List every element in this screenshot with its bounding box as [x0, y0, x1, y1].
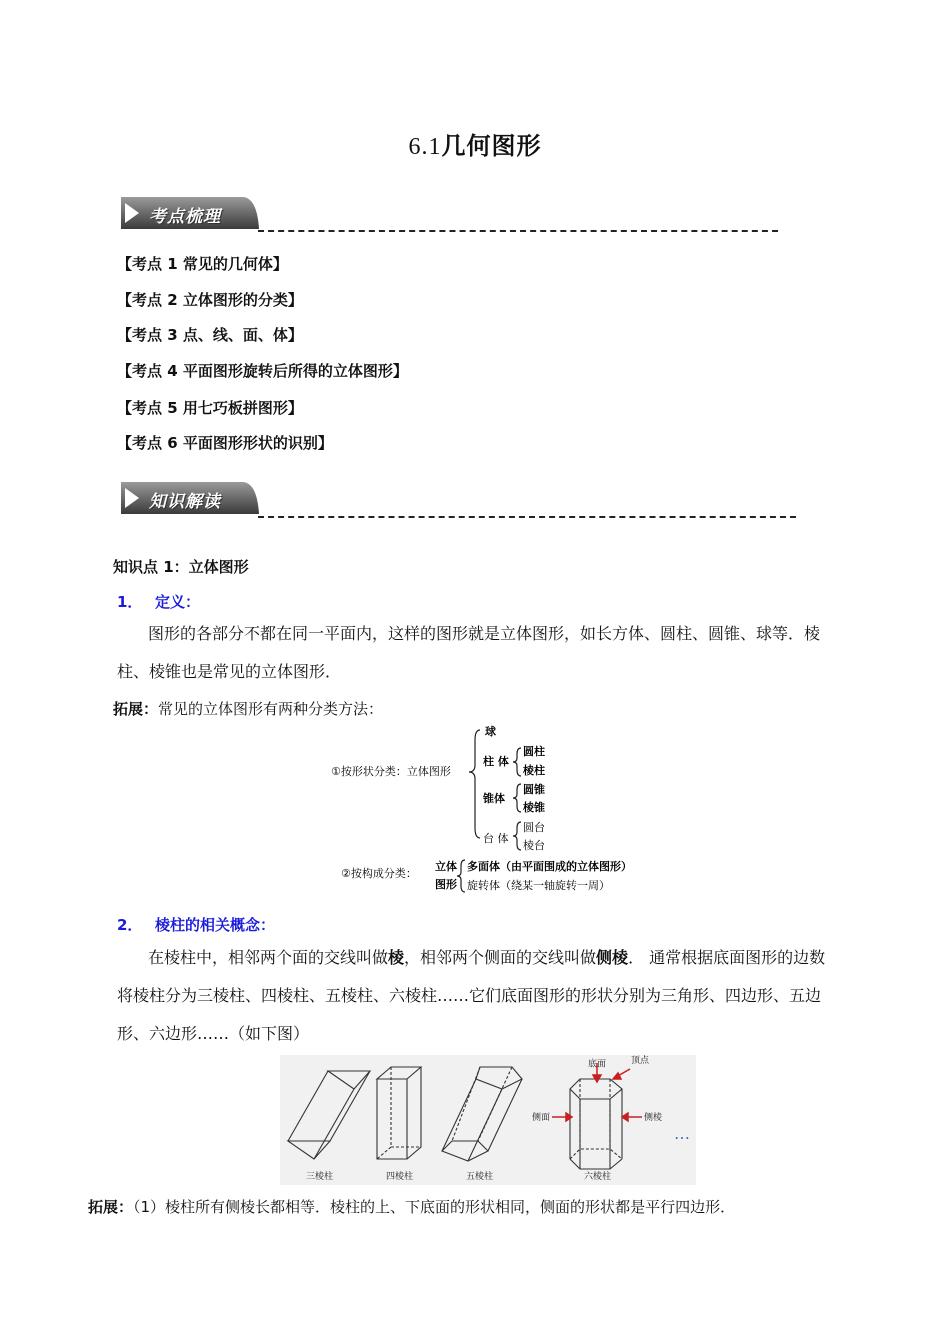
lengtai-label: 棱台 — [523, 839, 545, 852]
ball-label: 球 — [485, 725, 496, 738]
knowledge-heading: 知识点 1：立体图形 — [113, 558, 249, 576]
kaodian-item-5: 【考点 5 用七巧板拼图形】 — [117, 399, 303, 417]
label-cemian: 侧面 — [532, 1113, 551, 1123]
extension2-line — [88, 1196, 735, 1217]
concept-text-c: ，相邻两个侧面的交线叫做 — [404, 948, 597, 967]
concept-line-1 — [148, 939, 825, 977]
definition-line-1: 图形的各部分不都在同一平面内，这样的图形就是立体图形，如长方体、圆柱、圆锥、球等．棱 — [148, 624, 821, 643]
kaodian-item-2: 【考点 2 立体图形的分类】 — [117, 291, 303, 309]
extension-label: 拓展： — [113, 700, 159, 718]
main-brace — [469, 730, 480, 838]
classification-diagram — [325, 720, 665, 900]
zhuiti-label: 锥体 — [483, 792, 505, 805]
title-text: 几何图形 — [441, 132, 542, 160]
kaodian-item-1: 【考点 1 常见的几何体】 — [117, 255, 288, 273]
zhuti-brace — [513, 748, 521, 776]
definition-line-2: 柱、棱锥也是常见的立体图形． — [117, 662, 342, 681]
extension2-text: （1）棱柱所有侧棱长都相等．棱柱的上、下底面的形状相同，侧面的形状都是平行四边形． — [133, 1198, 736, 1216]
xuanzhuanti-label: 旋转体（绕某一轴旋转一周） — [467, 879, 610, 892]
definition-title: 定义： — [155, 593, 201, 611]
label-dingdian: 顶点 — [631, 1056, 650, 1066]
liti-label: 立体 — [435, 860, 457, 873]
tuxing-label: 图形 — [435, 878, 457, 891]
kaodian-item-4: 【考点 4 平面图形旋转后所得的立体图形】 — [117, 362, 408, 380]
concept-title: 棱柱的相关概念： — [155, 916, 276, 934]
taiti-brace — [513, 822, 521, 850]
yuanzhu-label: 圆柱 — [523, 745, 545, 758]
taiti-label: 台 体 — [483, 832, 509, 845]
label-dimian: 底面 — [588, 1059, 607, 1070]
term-celeng: 侧棱 — [596, 948, 629, 967]
banner-label: 知识解读 — [149, 492, 221, 512]
concept-number: 2． — [117, 916, 143, 934]
duomianti-label: 多面体（由平面围成的立体图形） — [467, 860, 632, 873]
section-banner-knowledge — [117, 478, 262, 518]
yuanzhui-label: 圆锥 — [523, 783, 545, 796]
title-number: 6.1 — [408, 134, 442, 160]
zhuiti-brace — [513, 784, 521, 812]
prism-figure — [280, 1055, 696, 1185]
concept-text-a: 在棱柱中，相邻两个面的交线叫做 — [148, 948, 389, 967]
banner-divider — [258, 516, 796, 518]
extension-line — [113, 698, 383, 719]
concept-line-3: 形、六边形……（如下图） — [117, 1024, 310, 1043]
label-celeng: 侧棱 — [644, 1113, 663, 1123]
method1-label: ①按形状分类：立体图形 — [331, 765, 451, 778]
concept-line-2: 将棱柱分为三棱柱、四棱柱、五棱柱、六棱柱……它们底面图形的形状分别为三角形、四边形、五边 — [117, 986, 822, 1005]
banner-label: 考点梳理 — [149, 207, 221, 227]
kaodian-item-6: 【考点 6 平面图形形状的识别】 — [117, 434, 333, 452]
yuantai-label: 圆台 — [523, 821, 545, 834]
page-title — [0, 126, 950, 161]
ellipsis-more: … — [674, 1124, 690, 1143]
section-banner-review — [117, 193, 262, 233]
label-hexa: 六棱柱 — [584, 1172, 612, 1182]
extension2-label: 拓展： — [88, 1198, 134, 1216]
label-quad: 四棱柱 — [386, 1172, 414, 1182]
term-leng: 棱 — [388, 948, 405, 967]
extension-text: 常见的立体图形有两种分类方法： — [158, 700, 384, 718]
definition-number: 1． — [117, 593, 143, 611]
concept-text-e: ． 通常根据底面图形的边数 — [628, 948, 826, 967]
method2-brace — [457, 860, 465, 892]
method2-label: ②按构成分类： — [341, 867, 417, 880]
label-tri: 三棱柱 — [306, 1172, 334, 1182]
banner-divider — [258, 230, 778, 232]
label-penta: 五棱柱 — [466, 1172, 494, 1182]
lengzhu-label: 棱柱 — [523, 764, 545, 777]
zhuti-label: 柱 体 — [483, 755, 509, 768]
lengzhui-label: 棱锥 — [523, 801, 545, 814]
kaodian-item-3: 【考点 3 点、线、面、体】 — [117, 326, 303, 344]
